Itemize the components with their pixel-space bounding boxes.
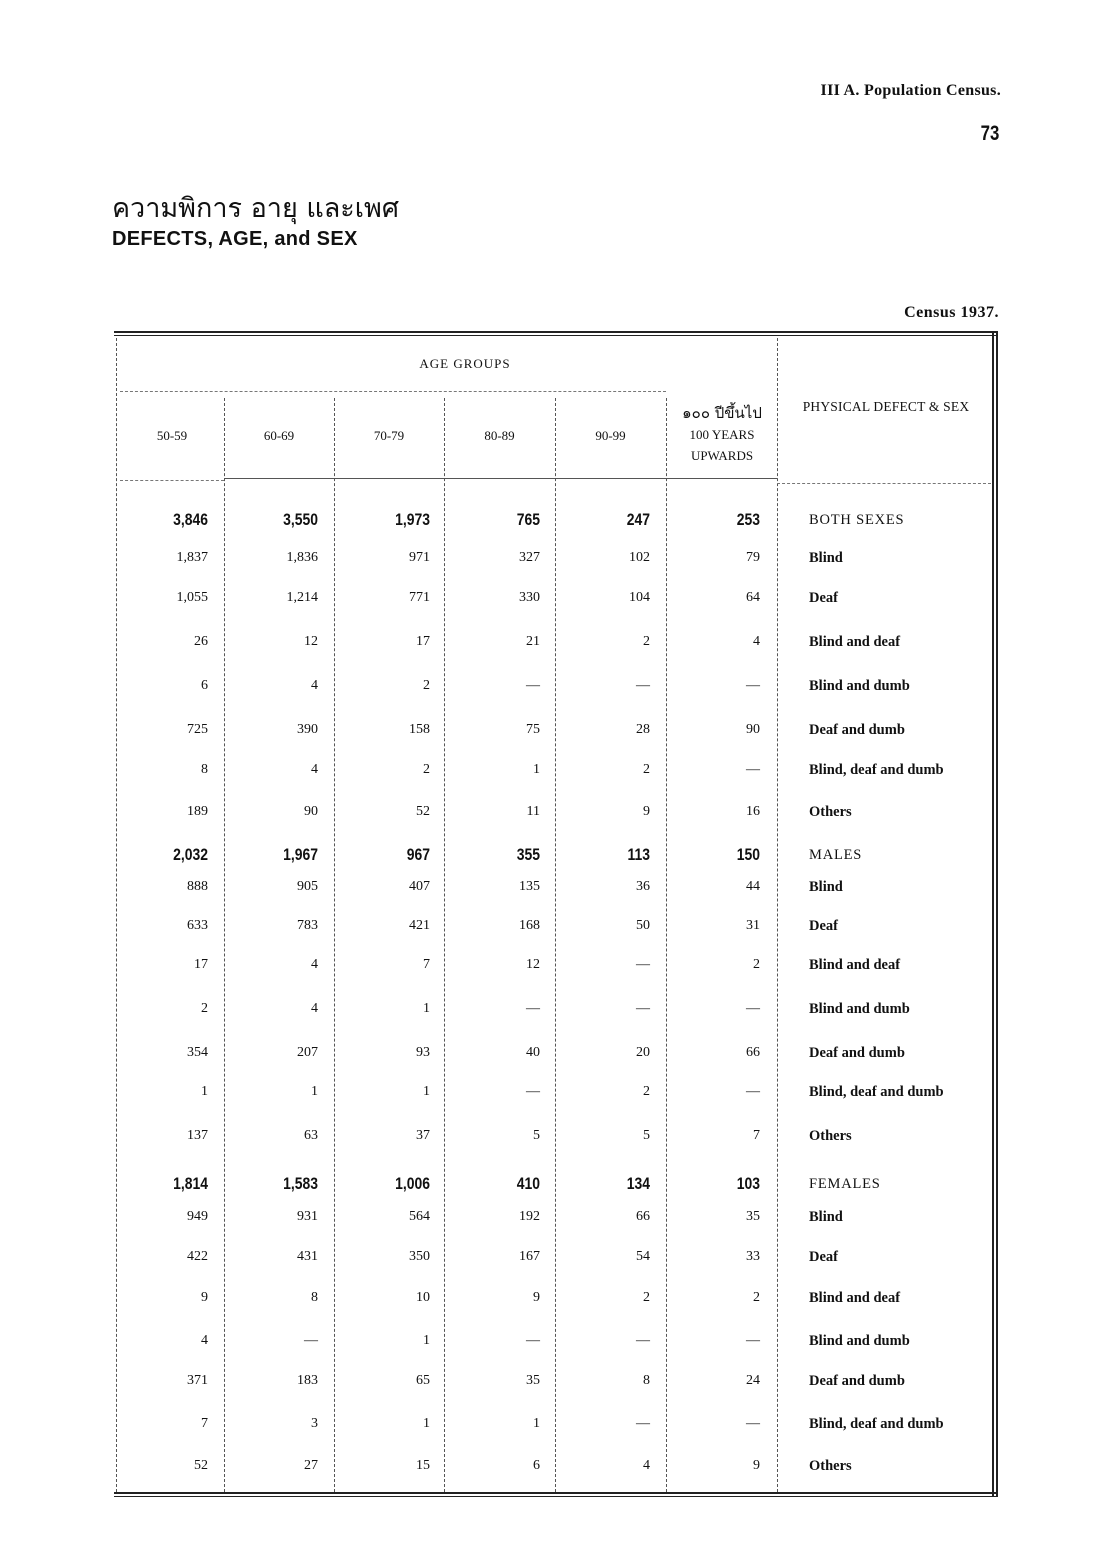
table-row [0, 953, 1095, 977]
row-label: Blind and deaf [809, 957, 901, 973]
table-row [0, 1412, 1095, 1436]
table-cell: 93 [416, 1045, 430, 1060]
table-row [0, 546, 1095, 570]
table-cell: 949 [187, 1209, 208, 1224]
table-cell: 50 [636, 918, 650, 933]
table-cell: 1,006 [395, 1174, 430, 1193]
row-label: Blind [809, 879, 843, 895]
table-cell: 28 [636, 722, 650, 737]
table-cell: 725 [187, 722, 208, 737]
table-cell: 64 [746, 590, 760, 605]
table-cell: 189 [187, 804, 208, 819]
column-header-100-thai: ๑๐๐ ปีขึ้นไป [682, 404, 762, 422]
table-cell: 355 [516, 845, 540, 864]
table-cell: 2 [201, 1001, 208, 1016]
table-cell: 905 [297, 879, 318, 894]
row-label: Blind and dumb [809, 1001, 910, 1017]
table-cell: 327 [519, 550, 540, 565]
table-cell: — [636, 678, 650, 693]
table-cell: 8 [201, 762, 208, 777]
table-cell: 9 [533, 1290, 540, 1305]
table-cell: 888 [187, 879, 208, 894]
table-cell: 10 [416, 1290, 430, 1305]
row-label: Blind [809, 550, 843, 566]
table-cell: — [526, 678, 540, 693]
table-cell: 66 [636, 1209, 650, 1224]
column-header-100-upwards [666, 403, 778, 466]
table-cell: 15 [416, 1458, 430, 1473]
table-cell: 4 [201, 1333, 208, 1348]
table-cell: 2 [753, 1290, 760, 1305]
table-row [0, 1080, 1095, 1104]
row-label: BOTH SEXES [809, 512, 905, 528]
table-cell: 135 [519, 879, 540, 894]
table-cell: — [746, 1333, 760, 1348]
column-header: 50-59 [156, 428, 188, 443]
table-row [0, 914, 1095, 938]
table-cell: 1 [423, 1084, 430, 1099]
table-row [0, 1329, 1095, 1353]
table-row [0, 586, 1095, 610]
table-cell: 390 [297, 722, 318, 737]
row-label: Deaf and dumb [809, 1045, 905, 1061]
table-row [0, 630, 1095, 654]
header-rule [120, 480, 224, 481]
table-cell: 354 [187, 1045, 208, 1060]
table-cell: 1,583 [283, 1174, 318, 1193]
table-row [0, 1454, 1095, 1478]
table-cell: 52 [416, 804, 430, 819]
table-cell: 1 [201, 1084, 208, 1099]
table-row [0, 1205, 1095, 1229]
top-rule-thin [114, 335, 998, 336]
table-cell: 4 [311, 1001, 318, 1016]
row-label: Deaf [809, 1249, 838, 1265]
table-cell: 2 [643, 762, 650, 777]
table-cell: 35 [526, 1373, 540, 1388]
table-cell: 771 [409, 590, 430, 605]
table-cell: 410 [516, 1174, 540, 1193]
table-row [0, 1369, 1095, 1393]
table-cell: 5 [533, 1128, 540, 1143]
table-cell: 40 [526, 1045, 540, 1060]
table-cell: 431 [297, 1249, 318, 1264]
table-cell: 11 [526, 804, 540, 819]
table-cell: 967 [406, 845, 430, 864]
table-cell: 2 [643, 634, 650, 649]
row-label: FEMALES [809, 1176, 881, 1192]
row-label: MALES [809, 847, 863, 863]
table-row [0, 508, 1095, 532]
table-cell: 102 [629, 550, 650, 565]
column-header-physical-defect: PHYSICAL DEFECT & SEX [802, 399, 970, 414]
table-cell: 90 [746, 722, 760, 737]
table-cell: 350 [409, 1249, 430, 1264]
table-cell: 44 [746, 879, 760, 894]
table-cell: 20 [636, 1045, 650, 1060]
table-cell: 2 [643, 1084, 650, 1099]
table-cell: 183 [297, 1373, 318, 1388]
table-cell: 1 [423, 1416, 430, 1431]
table-cell: 4 [643, 1458, 650, 1473]
bottom-rule [114, 1492, 998, 1494]
table-cell: 1,967 [283, 845, 318, 864]
row-label: Deaf and dumb [809, 722, 905, 738]
table-cell: 21 [526, 634, 540, 649]
table-cell: 3,846 [173, 510, 208, 529]
column-header: 80-89 [484, 428, 515, 443]
table-cell: 1 [533, 762, 540, 777]
table-cell: 1 [423, 1001, 430, 1016]
table-cell: 1,814 [173, 1174, 208, 1193]
table-cell: — [636, 1416, 650, 1431]
row-label: Blind, deaf and dumb [809, 1416, 944, 1432]
table-cell: 158 [409, 722, 430, 737]
table-cell: 3,550 [283, 510, 318, 529]
table-cell: 1,836 [286, 550, 318, 565]
table-cell: 137 [187, 1128, 208, 1143]
table-cell: 150 [736, 845, 760, 864]
column-header: 60-69 [263, 428, 295, 443]
table-row [0, 758, 1095, 782]
table-cell: 12 [304, 634, 318, 649]
table-cell: 113 [627, 845, 650, 864]
table-cell: 1 [533, 1416, 540, 1431]
table-row [0, 1041, 1095, 1065]
bottom-rule-thin [114, 1496, 998, 1497]
table-cell: 783 [297, 918, 318, 933]
row-label: Blind and dumb [809, 678, 910, 694]
table-row [0, 1172, 1095, 1196]
table-cell: 33 [746, 1249, 760, 1264]
column-header-100-line1: 100 YEARS [689, 427, 755, 442]
table-cell: 1 [423, 1333, 430, 1348]
page-number: 73 [980, 122, 999, 145]
row-label: Blind, deaf and dumb [809, 762, 944, 778]
table-cell: 8 [643, 1373, 650, 1388]
age-group-rule [120, 391, 666, 392]
column-header: 90-99 [595, 428, 626, 443]
table-cell: 12 [526, 957, 540, 972]
running-head: III A. Population Census. [820, 82, 1001, 99]
table-row [0, 1245, 1095, 1269]
table-cell: 4 [311, 957, 318, 972]
table-row [0, 875, 1095, 899]
table-cell: 192 [519, 1209, 540, 1224]
row-label: Deaf [809, 590, 838, 606]
table-cell: 207 [297, 1045, 318, 1060]
table-cell: — [526, 1084, 540, 1099]
row-label: Blind and dumb [809, 1333, 910, 1349]
table-cell: 1,214 [286, 590, 318, 605]
table-cell: 63 [304, 1128, 318, 1143]
table-cell: 37 [416, 1128, 430, 1143]
table-cell: 79 [746, 550, 760, 565]
table-cell: 247 [626, 510, 650, 529]
table-cell: 5 [643, 1128, 650, 1143]
table-cell: 9 [643, 804, 650, 819]
table-cell: 4 [311, 762, 318, 777]
table-cell: 2 [423, 762, 430, 777]
table-cell: 7 [753, 1128, 760, 1143]
row-label: Deaf and dumb [809, 1373, 905, 1389]
table-cell: 6 [201, 678, 208, 693]
header-rule [666, 478, 777, 479]
table-cell: 17 [194, 957, 208, 972]
title-thai: ความพิการ อายุ และเพศ [112, 193, 399, 224]
table-cell: — [746, 1084, 760, 1099]
table-cell: 168 [519, 918, 540, 933]
table-row [0, 800, 1095, 824]
table-row [0, 1286, 1095, 1310]
table-row [0, 718, 1095, 742]
table-cell: 4 [753, 634, 760, 649]
table-row [0, 843, 1095, 867]
column-header: 70-79 [373, 428, 405, 443]
header-rule [777, 483, 991, 484]
table-cell: 90 [304, 804, 318, 819]
table-cell: 633 [187, 918, 208, 933]
table-cell: 66 [746, 1045, 760, 1060]
table-cell: 371 [187, 1373, 208, 1388]
table-cell: 26 [194, 634, 208, 649]
table-cell: 1,837 [176, 550, 208, 565]
table-cell: 564 [409, 1209, 430, 1224]
row-label: Deaf [809, 918, 838, 934]
table-cell: 52 [194, 1458, 208, 1473]
table-cell: 7 [201, 1416, 208, 1431]
table-cell: 765 [516, 510, 540, 529]
table-cell: 31 [746, 918, 760, 933]
row-label: Blind [809, 1209, 843, 1225]
table-cell: — [636, 1001, 650, 1016]
table-cell: 16 [746, 804, 760, 819]
row-label: Others [809, 1458, 852, 1474]
table-cell: — [636, 1333, 650, 1348]
table-cell: 167 [519, 1249, 540, 1264]
census-label: Census 1937. [904, 304, 999, 321]
header-rule [224, 478, 666, 479]
table-cell: 1,055 [176, 590, 208, 605]
table-row [0, 674, 1095, 698]
table-cell: 1,973 [395, 510, 430, 529]
table-cell: — [526, 1001, 540, 1016]
table-cell: 2,032 [173, 845, 208, 864]
table-cell: 2 [643, 1290, 650, 1305]
table-cell: 7 [423, 957, 430, 972]
row-label: Blind and deaf [809, 1290, 901, 1306]
table-cell: 971 [409, 550, 430, 565]
table-cell: — [746, 1001, 760, 1016]
table-cell: 2 [423, 678, 430, 693]
table-cell: 65 [416, 1373, 430, 1388]
table-cell: 9 [201, 1290, 208, 1305]
table-cell: 3 [311, 1416, 318, 1431]
table-cell: 27 [304, 1458, 318, 1473]
table-cell: 407 [409, 879, 430, 894]
table-cell: — [304, 1333, 318, 1348]
table-cell: 253 [736, 510, 760, 529]
table-cell: 1 [311, 1084, 318, 1099]
table-cell: — [746, 1416, 760, 1431]
table-cell: 2 [753, 957, 760, 972]
table-cell: — [636, 957, 650, 972]
table-cell: 4 [311, 678, 318, 693]
table-cell: 24 [746, 1373, 760, 1388]
title-english: DEFECTS, AGE, and SEX [112, 228, 358, 250]
table-cell: 422 [187, 1249, 208, 1264]
table-cell: 931 [297, 1209, 318, 1224]
table-row [0, 1124, 1095, 1148]
table-cell: 104 [629, 590, 650, 605]
table-cell: 421 [409, 918, 430, 933]
table-cell: — [746, 762, 760, 777]
table-cell: 54 [636, 1249, 650, 1264]
table-cell: 17 [416, 634, 430, 649]
table-cell: — [746, 678, 760, 693]
table-cell: 330 [519, 590, 540, 605]
age-groups-header: AGE GROUPS [419, 356, 511, 371]
row-label: Others [809, 1128, 852, 1144]
table-cell: 103 [736, 1174, 760, 1193]
top-rule [114, 331, 998, 333]
row-label: Blind, deaf and dumb [809, 1084, 944, 1100]
table-cell: 134 [626, 1174, 650, 1193]
table-cell: 6 [533, 1458, 540, 1473]
table-cell: 9 [753, 1458, 760, 1473]
table-row [0, 997, 1095, 1021]
table-cell: 75 [526, 722, 540, 737]
table-cell: 8 [311, 1290, 318, 1305]
row-label: Others [809, 804, 852, 820]
table-cell: 36 [636, 879, 650, 894]
table-cell: — [526, 1333, 540, 1348]
column-header-100-line2: UPWARDS [690, 448, 754, 463]
table-cell: 35 [746, 1209, 760, 1224]
row-label: Blind and deaf [809, 634, 901, 650]
